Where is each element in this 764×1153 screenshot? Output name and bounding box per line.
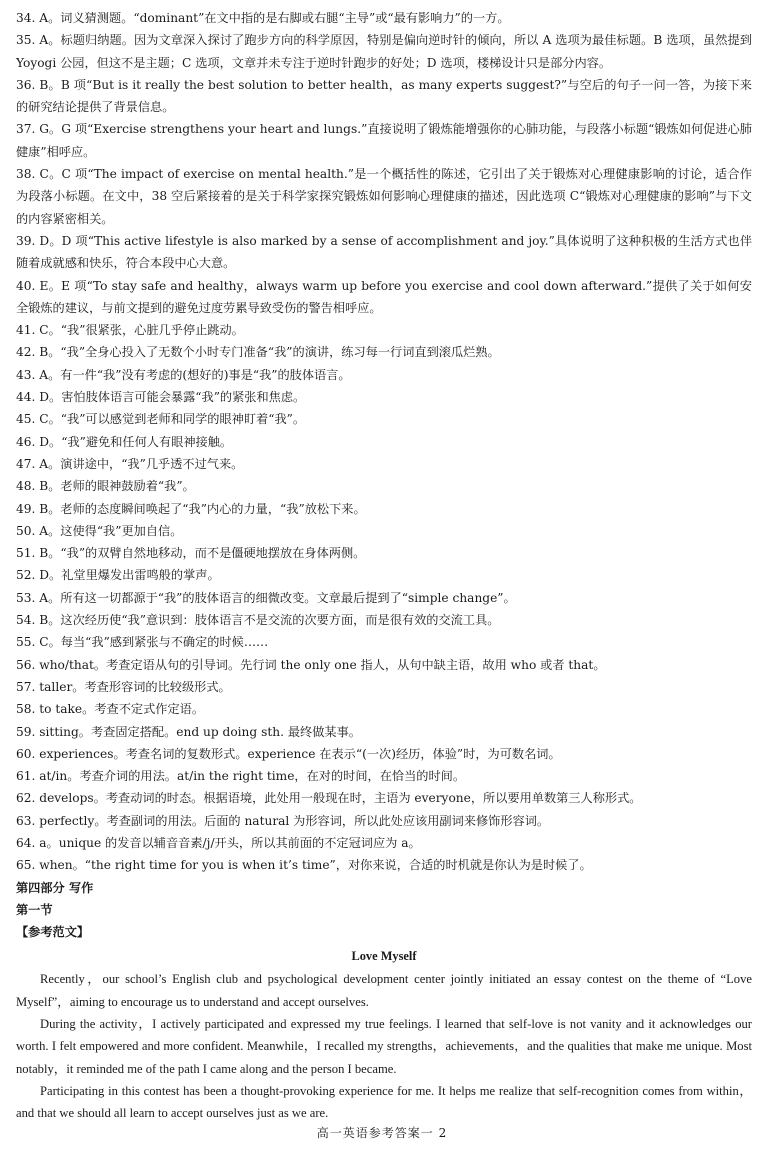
- answer-text: D。害怕肢体语言可能会暴露“我”的紧张和焦虑。: [39, 390, 306, 405]
- answer-number: 39.: [16, 233, 40, 248]
- answer-number: 35.: [16, 33, 40, 48]
- answer-text: sitting。考查固定搭配。end up doing sth. 最终做某事。: [39, 724, 361, 739]
- answer-number: 45.: [16, 412, 40, 427]
- answer-number: 52.: [16, 568, 40, 583]
- answer-item: [16, 854, 752, 876]
- answer-item: [16, 408, 752, 430]
- answer-text: when。“the right time for you is when it’s time”，对你来说，合适的时机就是你认为是时候了。: [39, 858, 592, 873]
- answer-text: A。演讲途中，“我”几乎透不过气来。: [39, 456, 244, 471]
- answer-text: B。这次经历使“我”意识到：肢体语言不是交流的次要方面，而是很有效的交流工具。: [39, 613, 500, 628]
- answer-text: B。老师的眼神鼓励着“我”。: [39, 479, 195, 494]
- answer-number: 48.: [16, 479, 40, 494]
- answer-item: [16, 765, 752, 787]
- answer-number: 44.: [16, 390, 40, 405]
- answer-item: [16, 431, 752, 453]
- answer-number: 59.: [16, 724, 40, 739]
- answer-text: a。unique 的发音以辅音音素/j/开头，所以其前面的不定冠词应为 a。: [39, 835, 421, 850]
- answer-number: 34.: [16, 11, 40, 25]
- answer-number: 51.: [16, 546, 40, 561]
- answer-text: taller。考查形容词的比较级形式。: [39, 679, 231, 694]
- answer-item: [16, 364, 752, 386]
- answer-item: [16, 453, 752, 475]
- answer-text: A。标题归纳题。因为文章深入探讨了跑步方向的科学原因，特别是偏向逆时针的倾向，所以 A 选项为最佳标题。B 选项，虽然提到 Yoyogi 公园，但这不是主题；C 选项，文章并未专注于逆时针跑步的好处；D 选项，楼梯设计只是部分内容。: [16, 33, 752, 70]
- answer-item: [16, 230, 752, 275]
- answer-item: [16, 341, 752, 363]
- answer-number: 36.: [16, 77, 40, 92]
- answer-item: [16, 7, 752, 29]
- answer-number: 54.: [16, 613, 40, 628]
- answer-text: A。所有这一切都源于“我”的肢体语言的细微改变。文章最后提到了“simple change”。: [39, 590, 516, 605]
- answer-text: G。G 项“Exercise strengthens your heart and lungs.”直接说明了锻炼能增强你的心肺功能，与段落小标题“锻炼如何促进心肺健康”相呼应。: [16, 122, 752, 159]
- answer-text: C。“我”可以感觉到老师和同学的眼神盯着“我”。: [39, 412, 306, 427]
- answer-number: 55.: [16, 635, 40, 650]
- answer-item: [16, 654, 752, 676]
- answer-number: 38.: [16, 167, 40, 182]
- answer-text: C。每当“我”感到紧张与不确定的时候……: [39, 635, 269, 650]
- answer-item: [16, 163, 752, 230]
- answer-list: [16, 7, 752, 877]
- answer-item: [16, 564, 752, 586]
- answer-text: perfectly。考查副词的用法。后面的 natural 为形容词，所以此处应该用副词来修饰形容词。: [39, 813, 550, 828]
- answer-text: B。老师的态度瞬间唤起了“我”内心的力量，“我”放松下来。: [39, 501, 366, 516]
- answer-text: B。B 项“But is it really the best solution to better health，as many experts suggest?”与空后的句子一问一答，为接下来的研究结论提供了背景信息。: [16, 77, 752, 115]
- answer-item: [16, 520, 752, 542]
- answer-number: 64.: [16, 835, 40, 850]
- answer-number: 42.: [16, 345, 40, 360]
- answer-text: B。“我”的双臂自然地移动，而不是僵硬地摆放在身体两侧。: [39, 546, 366, 561]
- answer-text: B。“我”全身心投入了无数个小时专门准备“我”的演讲，练习每一行词直到滚瓜烂熟。: [39, 345, 500, 360]
- essay-paragraph: During the activity，I actively participated and expressed my true feelings. I learned that self-love is not vanity and it acknowledges our worth. I felt empowered and more confident. Meanwhile，I recalled my strengths，achievements，and the qualities that make me unique. Most notably，it reminded me of the path I came along and the person I became.: [16, 1017, 752, 1076]
- answer-number: 58.: [16, 702, 40, 717]
- essay-title: Love Myself: [351, 949, 417, 964]
- answer-item: [16, 631, 752, 653]
- answer-text: develops。考查动词的时态。根据语境，此处用一般现在时，主语为 everyone，所以要用单数第三人称形式。: [39, 791, 642, 806]
- answer-item: [16, 386, 752, 408]
- answer-number: 57.: [16, 679, 40, 694]
- answer-number: 53.: [16, 590, 40, 605]
- answer-number: 62.: [16, 791, 40, 806]
- answer-number: 47.: [16, 456, 40, 471]
- answer-number: 41.: [16, 323, 40, 338]
- answer-number: 50.: [16, 523, 40, 538]
- answer-number: 56.: [16, 657, 40, 672]
- answer-item: [16, 319, 752, 341]
- answer-text: at/in。考查介词的用法。at/in the right time，在对的时间，在恰当的时间。: [39, 769, 466, 784]
- answer-item: [16, 676, 752, 698]
- answer-item: [16, 721, 752, 743]
- answer-item: [16, 475, 752, 497]
- answer-text: E。E 项“To stay safe and healthy，always warm up before you exercise and cool down afterward.”提供了关于如何安全锻炼的建议，与前文提到的避免过度劳累导致受伤的警告相呼应。: [16, 278, 752, 315]
- answer-text: A。这使得“我”更加自信。: [39, 523, 183, 538]
- answer-number: 43.: [16, 367, 40, 382]
- answer-text: who/that。考查定语从句的引导词。先行词 the only one 指人，从句中缺主语，故用 who 或者 that。: [39, 657, 606, 672]
- answer-number: 65.: [16, 858, 40, 873]
- answer-text: D。礼堂里爆发出雷鸣般的掌声。: [39, 568, 220, 583]
- answer-text: to take。考查不定式作定语。: [39, 702, 205, 717]
- answer-text: experiences。考查名词的复数形式。experience 在表示“(一次)经历，体验”时，为可数名词。: [39, 746, 561, 761]
- answer-number: 49.: [16, 501, 40, 516]
- sample-essay: [16, 945, 752, 1124]
- answer-item: [16, 74, 752, 119]
- answer-number: 46.: [16, 434, 40, 449]
- answer-number: 60.: [16, 746, 40, 761]
- section-heading: 第四部分 写作: [16, 880, 94, 895]
- answer-number: 63.: [16, 813, 40, 828]
- answer-item: [16, 498, 752, 520]
- answer-number: 40.: [16, 278, 40, 293]
- answer-item: [16, 275, 752, 320]
- answer-item: [16, 587, 752, 609]
- answer-item: [16, 698, 752, 720]
- answer-text: C。C 项“The impact of exercise on mental health.”是一个概括性的陈述，它引出了关于锻炼对心理健康影响的讨论，适合作为段落小标题。在文中，38 空后紧接着的是关于科学家探究锻炼如何影响心理健康的描述，因此选项 C“锻炼对心理健康的影响”与下文的内容紧密相关。: [16, 167, 752, 226]
- subsection-heading: 第一节: [16, 902, 53, 917]
- answer-key-page: [16, 7, 752, 1125]
- page-footer: 高一英语参考答案一 2: [316, 1126, 448, 1140]
- sample-essay-label: 【参考范文】: [16, 925, 90, 940]
- answer-item: [16, 743, 752, 765]
- answer-text: A。有一件“我”没有考虑的(想好的)事是“我”的肢体语言。: [39, 367, 351, 382]
- answer-item: [16, 542, 752, 564]
- answer-number: 61.: [16, 769, 40, 784]
- answer-item: [16, 832, 752, 854]
- essay-paragraph: Participating in this contest has been a thought-provoking experience for me. It helps me realize that self-recognition comes from within，and that we should all learn to accept ourselves just as we are.: [16, 1083, 752, 1121]
- answer-text: D。D 项“This active lifestyle is also marked by a sense of accomplishment and joy.”具体说明了这种积极的生活方式也伴随着成就感和快乐，符合本段中心大意。: [16, 233, 753, 271]
- answer-item: [16, 118, 752, 163]
- answer-item: [16, 787, 752, 809]
- answer-item: [16, 810, 752, 832]
- answer-number: 37.: [16, 122, 40, 137]
- answer-text: D。“我”避免和任何人有眼神接触。: [39, 434, 233, 449]
- answer-text: A。词义猜测题。“dominant”在文中指的是右脚或右腿“主导”或“最有影响力”的一方。: [39, 11, 510, 25]
- answer-item: [16, 609, 752, 631]
- answer-text: C。“我”很紧张，心脏几乎停止跳动。: [39, 323, 244, 338]
- essay-paragraph: Recently，our school’s English club and psychological development center jointly initiated an essay contest on the theme of “Love Myself”，aiming to encourage us to understand and accept ourselves.: [16, 972, 752, 1009]
- answer-item: [16, 29, 752, 74]
